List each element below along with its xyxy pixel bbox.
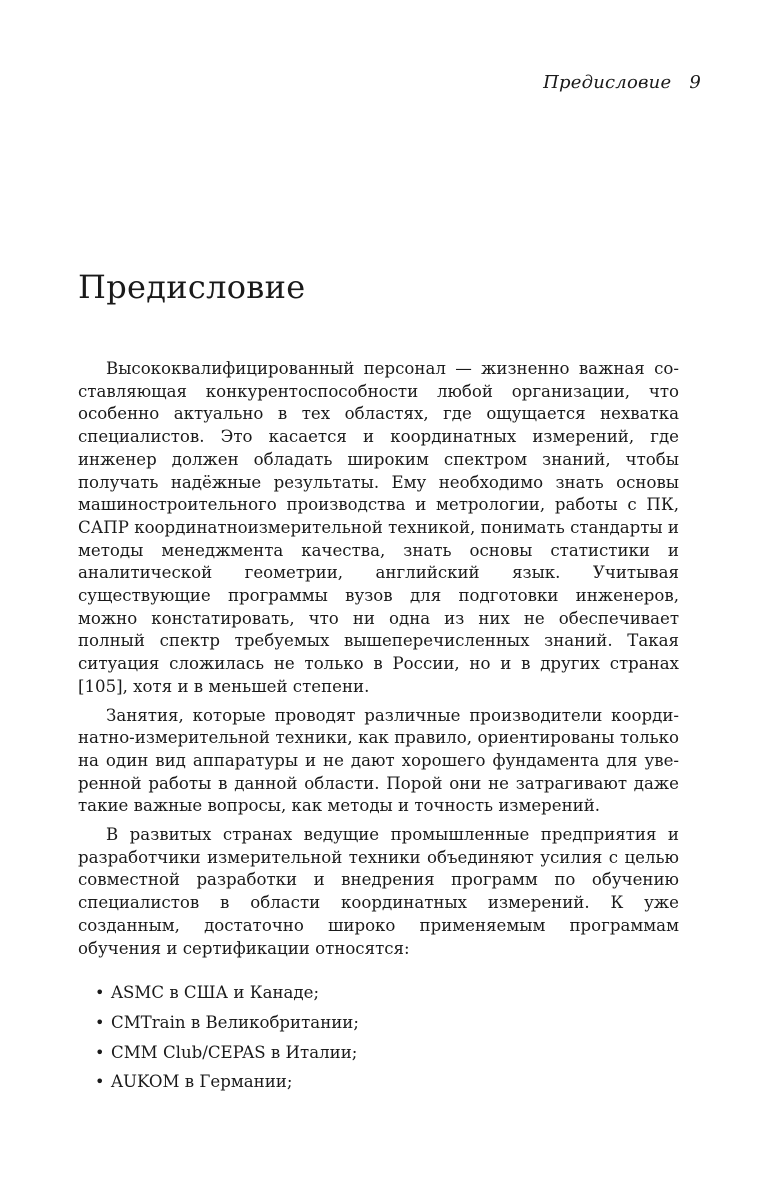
list-item-text: AUKOM в Германии; [111,1072,293,1092]
list-item [78,1042,679,1065]
body-text [78,358,679,1101]
running-head-section: Предисловие [543,72,672,93]
chapter-title: Предисловие [78,268,306,306]
program-list [78,982,679,1094]
list-item [78,1071,679,1094]
list-item-text: CMTrain в Великобритании; [111,1012,359,1032]
list-item [78,982,679,1005]
bullet-icon: • [95,1012,105,1032]
list-item-text: CMM Club/CEPAS в Италии; [111,1042,358,1062]
bullet-icon: • [95,1042,105,1062]
list-item-text: ASMC в США и Канаде; [111,983,320,1003]
paragraph-1: Высококвалифицированный персонал — жизненно важная составляющая конкурентоспособности любой организации, что особенно актуально в тех областях, где ощущается нехватка специалистов. Это касается и координатных измерений, где инженер должен обладать широким спектром знаний, чтобы получать надёжные результаты. Ему необходимо знать основы машиностроительного производства и метрологии, работы с ПК, САПР координатноизмерительной техникой, понимать стандарты и методы менеджмента качества, знать основы статистики и аналитической геометрии, английский язык. Учитывая существующие программы вузов для подготовки инженеров, можно констатировать, что ни одна из них не обеспечивает полный спектр требуемых вышеперечисленных знаний. Такая ситуация сложилась не только в России, но и в других странах [105], хотя и в меньшей степени. [78,359,679,696]
bullet-icon: • [95,983,105,1003]
running-head [543,72,701,93]
paragraph-3: В развитых странах ведущие промышленные предприятия и разработчики измерительной техники объединяют усилия с целью совместной разработки и внедрения программ по обучению специалистов в области координатных измерений. К уже созданным, достаточно широко применяемым программам обучения и сертификации относятся: [78,825,679,958]
bullet-icon: • [95,1072,105,1092]
page-number: 9 [689,72,701,93]
list-item [78,1012,679,1035]
paragraph-2: Занятия, которые проводят различные производители координатно-измерительной техники, как правило, ориентированы только на один вид аппаратуры и не дают хорошего фундамента для уверенной работы в данной области. Порой они не затрагивают даже такие важные вопросы, как методы и точность измерений. [78,705,679,816]
